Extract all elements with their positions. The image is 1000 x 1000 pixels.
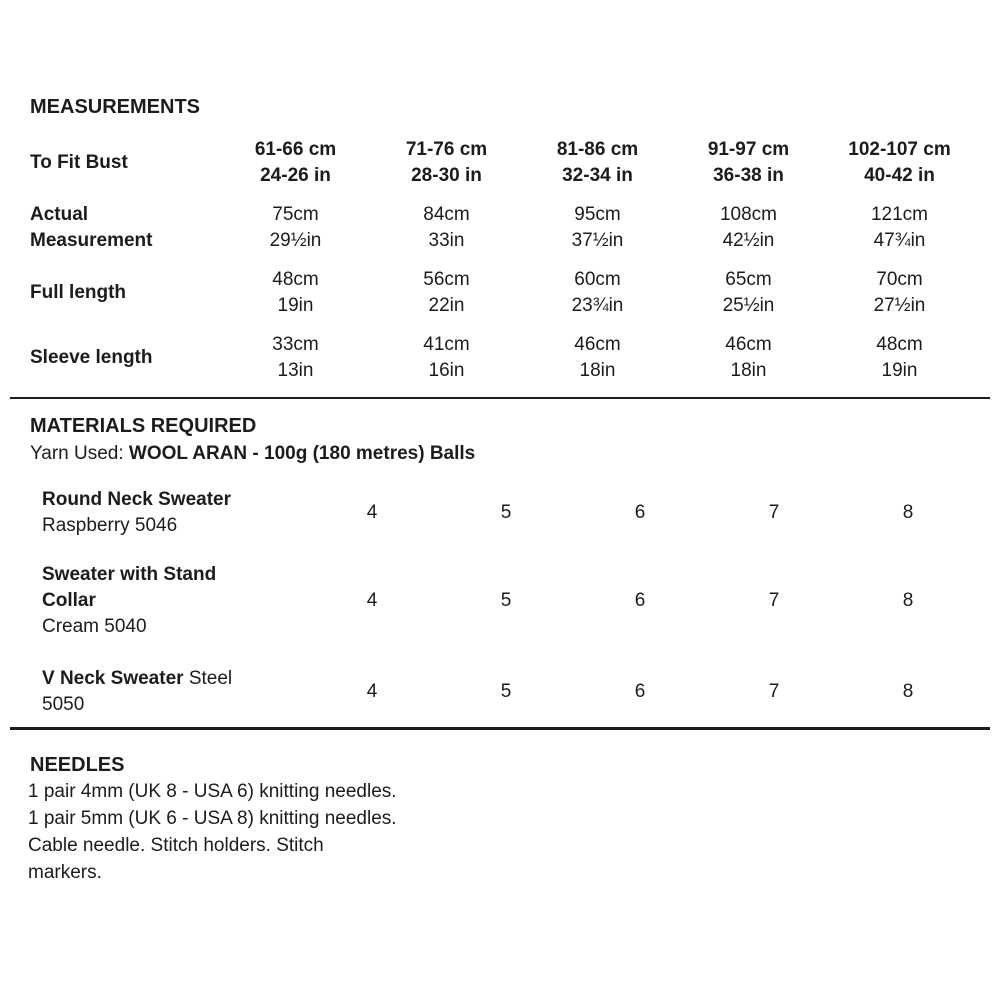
balls-count: 7 [768,681,780,702]
balls-count: 4 [366,681,378,702]
material-label [30,666,305,718]
measurement-cell [371,332,522,384]
cm-value: 41cm [423,334,470,355]
balls-count: 7 [768,590,780,611]
cm-value: 70cm [876,269,923,290]
measurement-cell [824,332,975,384]
size-in: 24-26 in [260,165,331,186]
needles-text [28,778,970,886]
in-value: 27½in [873,295,926,316]
size-header-row [30,137,975,189]
table-row-sleeve-length [30,332,975,384]
balls-count: 8 [902,502,914,523]
material-name-line [42,666,257,692]
materials-section [0,416,1000,718]
cm-value: 46cm [574,334,621,355]
cm-value: 33cm [272,334,319,355]
measurement-cell [220,267,371,319]
balls-count: 8 [902,590,914,611]
balls-count: 8 [902,681,914,702]
row-label-text: To Fit Bust [30,152,128,173]
in-value: 37½in [571,230,624,251]
row-label [30,267,220,319]
measurement-cell [220,202,371,254]
cm-value: 60cm [574,269,621,290]
in-value: 18in [730,360,767,381]
balls-count: 4 [366,502,378,523]
section-divider [10,397,990,399]
needles-line: Cable needle. Stitch holders. Stitch [28,835,324,856]
in-value: 33in [428,230,465,251]
cm-value: 84cm [423,204,470,225]
materials-table [30,487,975,718]
measurement-cell [824,267,975,319]
measurement-cell [371,202,522,254]
material-label [30,487,305,539]
needles-section [0,755,1000,886]
material-item-v-neck-sweater [30,666,975,718]
size-cm: 71-76 cm [405,139,488,160]
row-label [30,332,220,384]
size-cm: 102-107 cm [848,139,951,160]
needles-line: 1 pair 5mm (UK 6 - USA 8) knitting needles. [28,808,397,829]
needles-line: 1 pair 4mm (UK 8 - USA 6) knitting needles. [28,781,397,802]
balls-count: 6 [634,590,646,611]
size-column-header [522,137,673,189]
row-label-line1: Actual [30,204,89,225]
size-cm: 91-97 cm [707,139,790,160]
cm-value: 95cm [574,204,621,225]
size-in: 28-30 in [411,165,482,186]
materials-heading: MATERIALS REQUIRED [30,415,257,437]
measurements-section [0,97,1000,384]
measurement-cell [673,202,824,254]
measurement-cell [824,202,975,254]
material-shade-code: 5050 [42,694,85,715]
row-label-line2: Measurement [30,230,153,251]
in-value: 25½in [722,295,775,316]
in-value: 13in [277,360,314,381]
size-cm: 81-86 cm [556,139,639,160]
balls-count: 5 [500,590,512,611]
measurement-cell [371,267,522,319]
cm-value: 75cm [272,204,319,225]
size-cm: 61-66 cm [254,139,337,160]
balls-count: 4 [366,590,378,611]
size-column-header [673,137,824,189]
yarn-used-value: WOOL ARAN - 100g (180 metres) Balls [128,443,476,464]
measurement-cell [522,202,673,254]
measurement-cell [522,332,673,384]
material-name: V Neck Sweater [42,668,184,689]
in-value: 19in [881,360,918,381]
in-value: 18in [579,360,616,381]
row-label [30,202,220,254]
measurement-cell [673,332,824,384]
material-shade: Raspberry 5046 [42,515,178,536]
measurement-cell [220,332,371,384]
yarn-used-label: Yarn Used: [30,443,124,464]
size-in: 36-38 in [713,165,784,186]
table-row-full-length [30,267,975,319]
needles-heading: NEEDLES [30,754,125,776]
in-value: 42½in [722,230,775,251]
in-value: 16in [428,360,465,381]
measurement-cell [673,267,824,319]
cm-value: 56cm [423,269,470,290]
balls-count: 6 [634,681,646,702]
cm-value: 65cm [725,269,772,290]
measurements-table [30,137,975,384]
balls-count: 5 [500,681,512,702]
balls-count: 5 [500,502,512,523]
measurement-cell [522,267,673,319]
material-label [30,562,305,640]
size-column-header [371,137,522,189]
cm-value: 121cm [870,204,929,225]
size-column-header [824,137,975,189]
yarn-used-line [30,440,970,467]
in-value: 47¾in [873,230,926,251]
material-item-round-neck-sweater [30,487,975,539]
material-name: Round Neck Sweater [42,489,231,510]
cm-value: 48cm [272,269,319,290]
material-name-line2: Collar [42,590,96,611]
in-value: 19in [277,295,314,316]
balls-count: 7 [768,502,780,523]
size-in: 32-34 in [562,165,633,186]
material-shade-name: Steel [188,668,233,689]
material-shade: Cream 5040 [42,616,147,637]
cm-value: 108cm [719,204,778,225]
row-label-to-fit-bust [30,137,220,189]
in-value: 22in [428,295,465,316]
balls-count: 6 [634,502,646,523]
cm-value: 46cm [725,334,772,355]
cm-value: 48cm [876,334,923,355]
material-item-sweater-stand-collar [30,562,975,640]
in-value: 29½in [269,230,322,251]
size-column-header [220,137,371,189]
size-in: 40-42 in [864,165,935,186]
row-label-line1: Full length [30,282,127,303]
needles-line: markers. [28,862,102,883]
section-divider-thick [10,727,990,730]
row-label-line1: Sleeve length [30,347,153,368]
measurements-heading: MEASUREMENTS [30,96,201,118]
in-value: 23¾in [571,295,624,316]
table-row-actual-measurement [30,202,975,254]
material-name-line1: Sweater with Stand [42,564,217,585]
